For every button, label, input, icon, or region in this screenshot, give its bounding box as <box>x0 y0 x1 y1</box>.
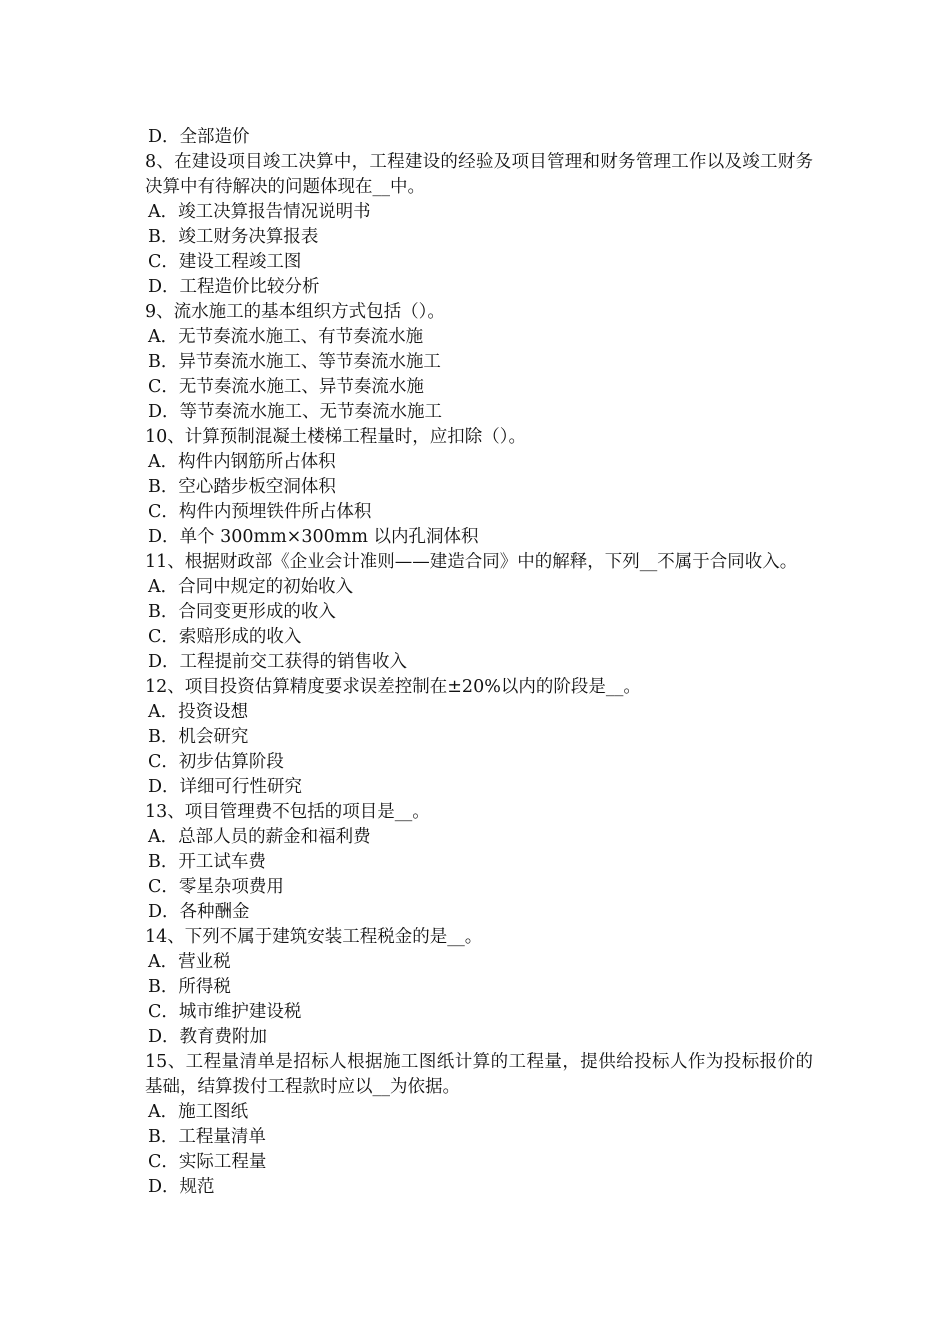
option-d: D．各种酬金 <box>148 902 250 922</box>
option-a: A．施工图纸 <box>148 1102 249 1122</box>
option-b: B．合同变更形成的收入 <box>148 602 336 622</box>
option-d: D．工程造价比较分析 <box>148 277 320 297</box>
option-a: A．总部人员的薪金和福利费 <box>148 827 371 847</box>
option-c: C．构件内预埋铁件所占体积 <box>148 502 372 522</box>
option-b: B．所得税 <box>148 977 231 997</box>
option-a: A．竣工决算报告情况说明书 <box>148 202 371 222</box>
option-a: A．无节奏流水施工、有节奏流水施 <box>148 327 424 347</box>
question-12: 12、项目投资估算精度要求误差控制在±20%以内的阶段是__。 <box>145 677 641 697</box>
option-d: D．详细可行性研究 <box>148 777 303 797</box>
option-a: A．合同中规定的初始收入 <box>148 577 354 597</box>
option-b: B．机会研究 <box>148 727 249 747</box>
option-b: B．竣工财务决算报表 <box>148 227 319 247</box>
question-11: 11、根据财政部《企业会计准则——建造合同》中的解释，下列__不属于合同收入。 <box>145 552 798 572</box>
option-d: D．等节奏流水施工、无节奏流水施工 <box>148 402 443 422</box>
option-a: A．营业税 <box>148 952 231 972</box>
option-d: D．工程提前交工获得的销售收入 <box>148 652 408 672</box>
option-c: C．初步估算阶段 <box>148 752 284 772</box>
option-d: D．规范 <box>148 1177 215 1197</box>
question-15: 15、工程量清单是招标人根据施工图纸计算的工程量，提供给投标人作为投标报价的基础，结算拨付工程款时应以__为依据。 <box>145 1052 813 1097</box>
option-b: B．空心踏步板空洞体积 <box>148 477 336 497</box>
option-b: B．异节奏流水施工、等节奏流水施工 <box>148 352 441 372</box>
question-14: 14、下列不属于建筑安装工程税金的是__。 <box>145 927 483 947</box>
option-d: D．单个 300mm×300mm 以内孔洞体积 <box>148 527 479 547</box>
option-b: B．工程量清单 <box>148 1127 266 1147</box>
option-c: C．建设工程竣工图 <box>148 252 302 272</box>
question-8: 8、在建设项目竣工决算中，工程建设的经验及项目管理和财务管理工作以及竣工财务决算中有待解决的问题体现在__中。 <box>145 152 813 197</box>
question-list <box>145 125 813 1200</box>
option-a: A．投资设想 <box>148 702 249 722</box>
question-13: 13、项目管理费不包括的项目是__。 <box>145 802 430 822</box>
question-10: 10、计算预制混凝土楼梯工程量时，应扣除（）。 <box>145 427 527 447</box>
option-d: D．全部造价 <box>148 127 250 147</box>
option-c: C．城市维护建设税 <box>148 1002 302 1022</box>
option-a: A．构件内钢筋所占体积 <box>148 452 336 472</box>
option-c: C．无节奏流水施工、异节奏流水施 <box>148 377 424 397</box>
option-b: B．开工试车费 <box>148 852 266 872</box>
option-c: C．实际工程量 <box>148 1152 267 1172</box>
option-c: C．零星杂项费用 <box>148 877 284 897</box>
option-d: D．教育费附加 <box>148 1027 268 1047</box>
question-9: 9、流水施工的基本组织方式包括（）。 <box>145 302 445 322</box>
option-c: C．索赔形成的收入 <box>148 627 302 647</box>
